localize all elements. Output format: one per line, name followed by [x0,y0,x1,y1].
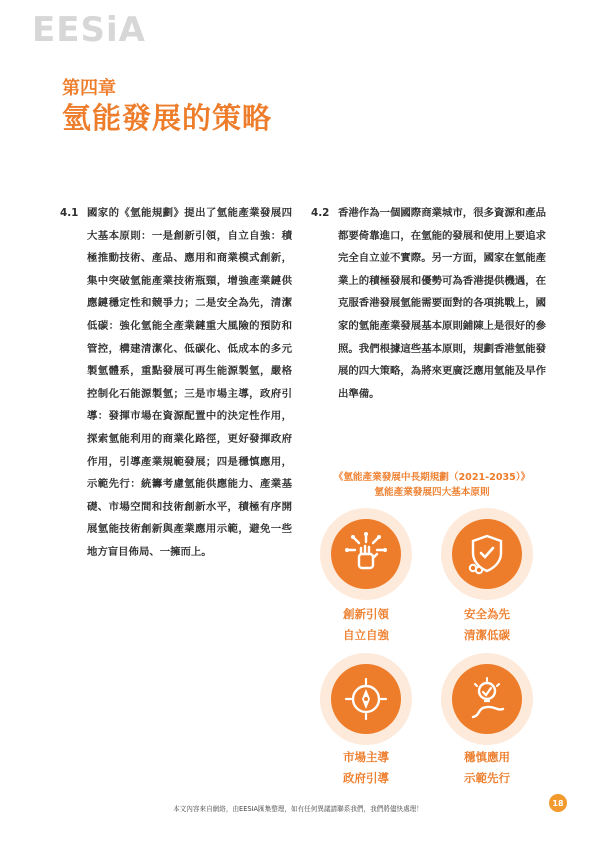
innovation-circle [320,508,412,600]
figure-title-line1: 《氫能產業發展中長期規劃（2021-2035）》 [333,472,531,483]
safety-circle [441,508,533,600]
section-number: 4.1 [60,207,79,219]
shield-leaf-icon [463,530,511,578]
principle-1-line2: 自立自強 [343,628,389,642]
chapter-label: 第四章 [62,78,116,99]
principle-1-line1: 創新引領 [343,607,389,621]
principle-2-line1: 安全為先 [464,607,510,621]
market-circle [320,653,412,745]
principle-3-line2: 政府引導 [343,771,389,785]
innovation-hand-icon [342,530,390,578]
principle-3-line1: 市場主導 [343,750,389,764]
section-text: 國家的《氫能規劃》提出了氫能產業發展四大基本原則：一是創新引領，自立自強：積極推動技術、產品、應用和商業模式創新，集中突破氫能產業技術瓶頸，增強產業鏈供應鏈穩定性和競爭力；二是安全為先，清潔低碳：強化氫能全產業鏈重大風險的預防和管控，構建清潔化、低碳化、低成本的多元製氫體系，重點發展可再生能源製氫，嚴格控制化石能源製氫；三是市場主導，政府引導：發揮市場在資源配置中的決定性作用，探索氫能利用的商業化路徑，更好發揮政府作用，引導產業規範發展；四是穩慎應用，示範先行：統籌考慮氫能供應能力、產業基礎、市場空間和技術創新水平，積極有序開展氫能技術創新與產業應用示範，避免一些地方盲目佈局、一擁而上。 [87,207,292,558]
footer-disclaimer: 本文內容來自網絡，由EESIA匯集整理，如有任何異議請聯系我們，我們將儘快處理！ [173,805,423,813]
figure-title-line2: 氫能產業發展四大基本原則 [374,487,490,498]
lightbulb-path-icon [463,675,511,723]
principle-4-line1: 穩慎應用 [464,750,510,764]
principle-2-line2: 清潔低碳 [464,628,510,642]
section-number: 4.2 [311,207,330,219]
application-circle [441,653,533,745]
compass-icon [342,675,390,723]
principle-4-line2: 示範先行 [464,771,510,785]
page-title: 氫能發展的策略 [62,101,273,135]
page-number: 18 [549,794,567,812]
eesia-logo: EESiA [32,10,146,50]
section-text: 香港作為一個國際商業城市，很多資源和產品都要倚靠進口，在氫能的發展和使用上要追求完全自立並不實際。另一方面，國家在氫能產業上的積極發展和優勢可為香港提供機遇，在克服香港發展氫能需要面對的各項挑戰上，國家的氫能產業發展基本原則鋪陳上是很好的參照。我們根據這些基本原則，規劃香港氫能發展的四大策略，為將來更廣泛應用氫能及早作出準備。 [338,207,546,400]
